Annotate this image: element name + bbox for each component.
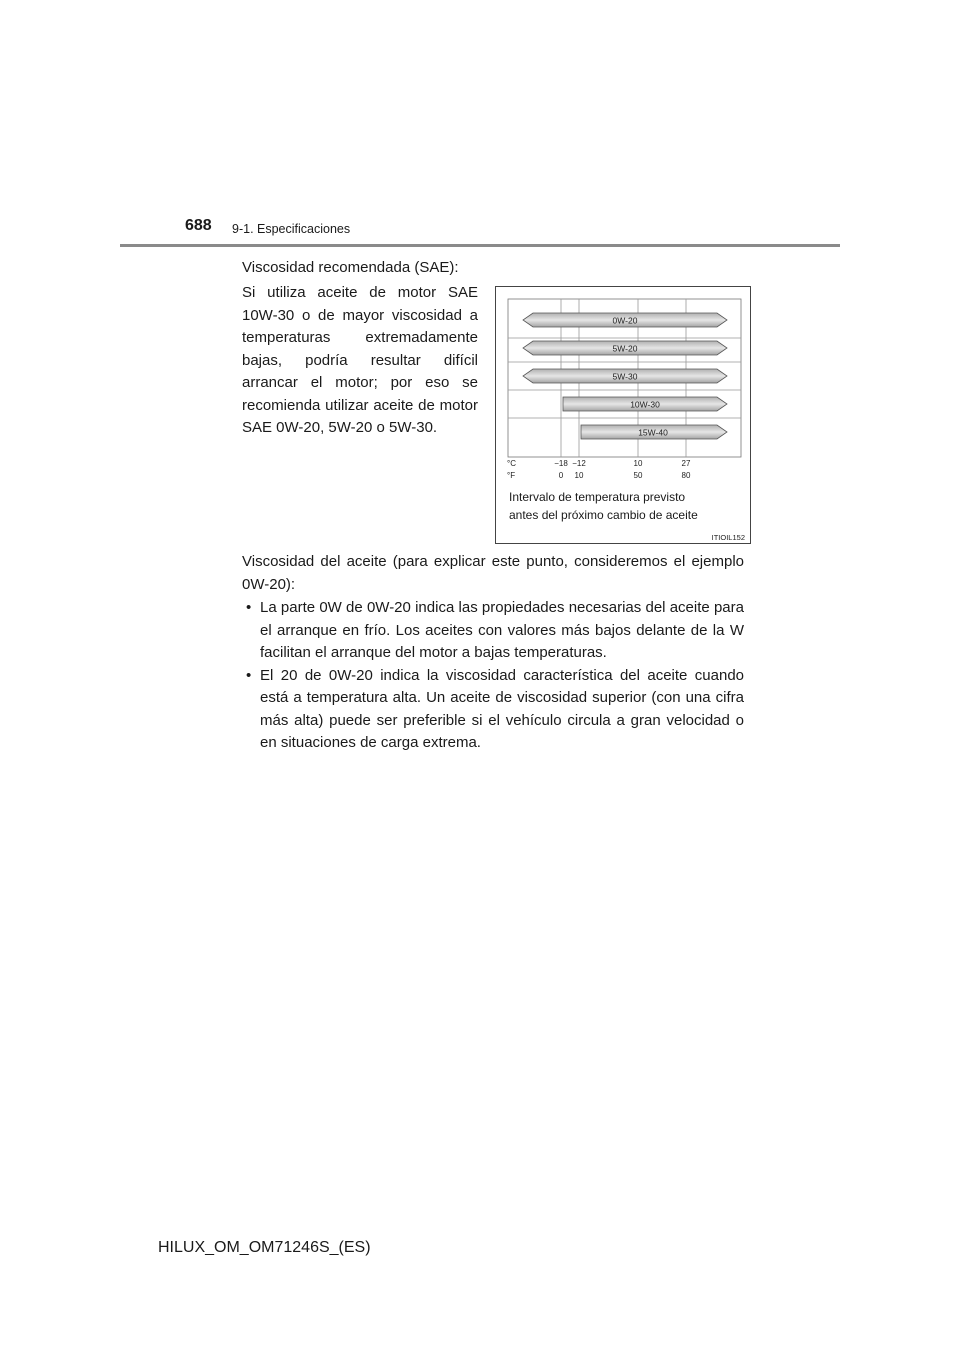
grade-bar-0w20: [523, 313, 727, 327]
figure-code: ITIOIL152: [711, 533, 745, 542]
figure-caption-line1: Intervalo de temperatura previsto: [509, 490, 686, 504]
grade-bar-5w30: [523, 369, 727, 383]
grade-label-15w40: 15W-40: [638, 427, 668, 438]
grade-bar-15w40: [581, 425, 727, 439]
viscosity-temperature-figure: [495, 286, 751, 544]
cold-start-paragraph: Si utiliza aceite de motor SAE 10W-30 o de mayor viscosidad a temperaturas extremadamente bajas, podría resultar difícil arrancar el motor; por eso se recomienda utilizar aceite de motor SAE 0W-20, 5W-20 o 5W-30.: [242, 284, 478, 436]
fahrenheit-tick: 80: [681, 471, 691, 480]
grade-bar-10w30: [563, 397, 727, 411]
list-item: • La parte 0W de 0W-20 indica las propiedades necesarias del aceite para el arranque en frío. Los aceites con valores más bajos delante de la W facilitan el arranque del motor a bajas temperaturas.: [242, 597, 744, 665]
grade-label-10w30: 10W-30: [630, 399, 660, 410]
celsius-unit-label: °C: [507, 459, 516, 468]
fahrenheit-unit-label: °F: [507, 471, 516, 480]
grade-label-5w30: 5W-30: [612, 371, 638, 382]
celsius-tick: 10: [633, 459, 643, 468]
grade-label-5w20: 5W-20: [612, 343, 638, 354]
viscosity-subhead: Viscosidad recomendada (SAE):: [242, 259, 459, 276]
section-title: 9-1. Especificaciones: [232, 222, 351, 236]
celsius-tick: −12: [572, 459, 586, 468]
celsius-tick: −18: [554, 459, 568, 468]
grade-label-0w20: 0W-20: [612, 315, 638, 326]
viscosity-explanation-paragraph: Viscosidad del aceite (para explicar este punto, consideremos el ejemplo 0W-20):: [242, 553, 744, 593]
celsius-tick: 27: [681, 459, 691, 468]
list-item: • El 20 de 0W-20 indica la viscosidad característica del aceite cuando está a temperatura alta. Un aceite de viscosidad superior (con una cifra más alta) puede ser preferible si el vehículo circula a gran velocidad o en situaciones de carga extrema.: [242, 665, 744, 755]
grade-bar-5w20: [523, 341, 727, 355]
fahrenheit-tick: 0: [558, 471, 564, 480]
viscosity-bullet-list: [242, 597, 744, 755]
fahrenheit-tick: 50: [633, 471, 643, 480]
fahrenheit-tick: 10: [574, 471, 584, 480]
header-rule: [120, 244, 840, 247]
page-number: 688: [185, 217, 212, 234]
document-footer-code: HILUX_OM_OM71246S_(ES): [158, 1239, 371, 1256]
figure-caption-line2: antes del próximo cambio de aceite: [509, 508, 698, 522]
